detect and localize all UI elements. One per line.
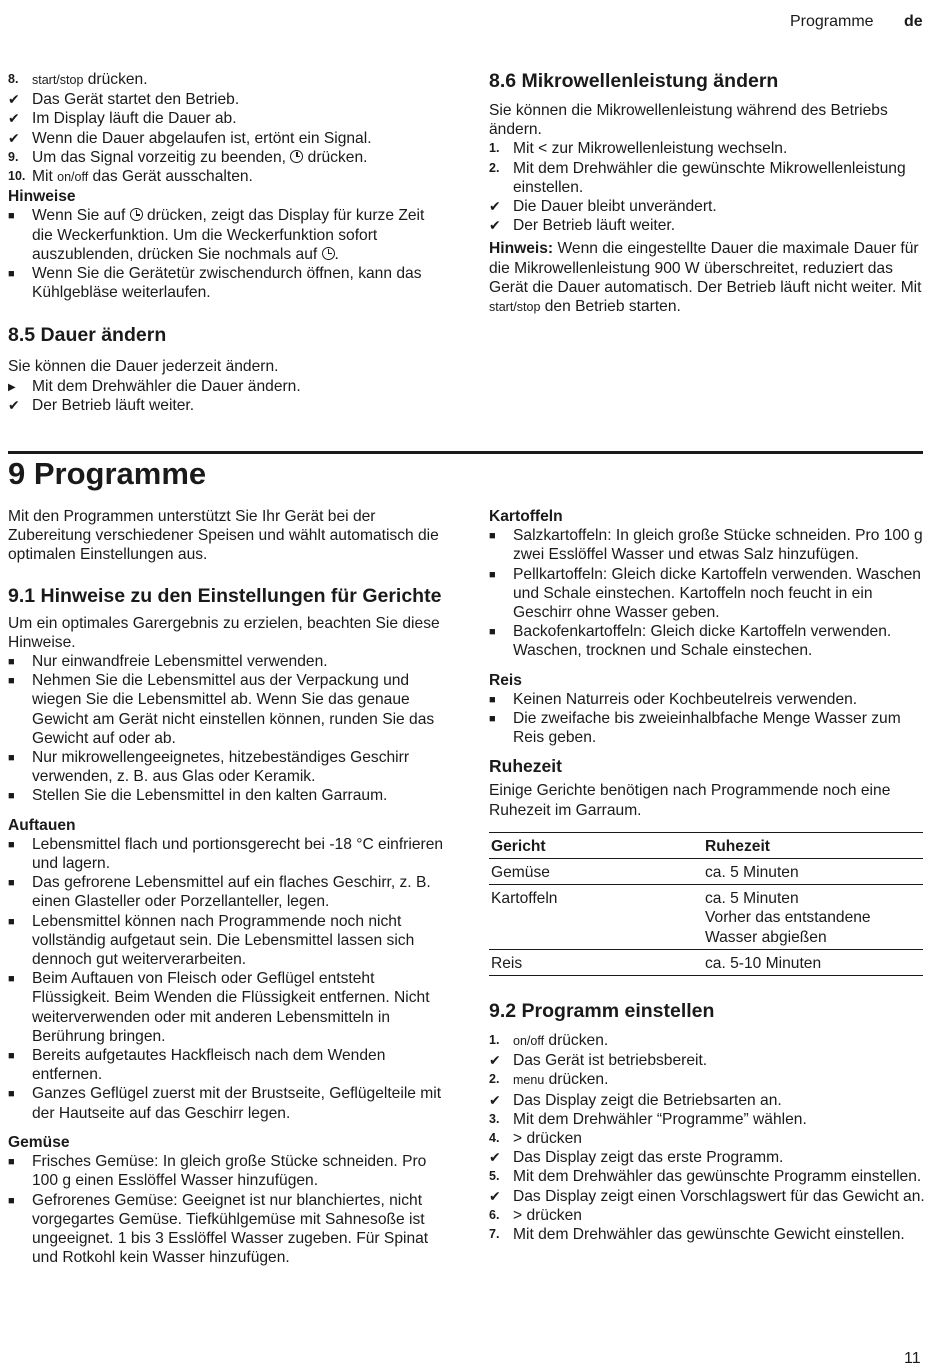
result-text: Das Gerät startet den Betrieb. (32, 91, 240, 109)
check-icon: ✔ (489, 1052, 501, 1069)
start-stop-key: start/stop (32, 73, 84, 87)
step-number: 1. (489, 141, 500, 156)
bullet-square-icon: ■ (8, 1156, 15, 1169)
table-cell-gericht: Kartoffeln (489, 885, 703, 950)
step-text: drücken. (544, 1032, 609, 1050)
section-9-1-list (8, 652, 448, 806)
ruhezeit-table (489, 832, 923, 976)
check-icon: ✔ (489, 1149, 501, 1166)
list-item-text: Die zweifache bis zweieinhalbfache Menge Wasser zum Reis geben. (513, 710, 901, 747)
chevron-right-icon: > (513, 1206, 523, 1224)
list-item-text: Lebensmittel flach und portionsgerecht bei -18 °C einfrieren und lagern. (32, 835, 444, 873)
list-item-text: Lebensmittel können nach Programmende noch nicht vollständig aufgetaut sein. Die Lebensmittel lassen sich dennoch gut weiterverarbeiten. (32, 912, 415, 969)
step-number: 9. (8, 149, 19, 164)
list-item (8, 969, 448, 1046)
step-number: 7. (489, 1227, 500, 1242)
step-text: Mit dem Drehwähler das gewünschte Gewicht einstellen. (513, 1226, 905, 1244)
result-row (489, 216, 929, 235)
list-item-text: Das gefrorene Lebensmittel auf ein flaches Geschirr, z. B. einen Glasteller oder Porzellanteller, legen. (32, 874, 431, 911)
step-10 (8, 167, 448, 187)
list-item-text: Pellkartoffeln: Gleich dicke Kartoffeln verwenden. Waschen und Schale einstechen. Kartoffeln noch feucht in ein Geschirr ohne Wasser geben. (513, 565, 921, 622)
ruhezeit-intro: Einige Gerichte benötigen nach Programmende noch eine Ruhezeit im Garraum. (489, 782, 891, 819)
hinweis-text-end: . (334, 245, 339, 263)
step-text: drücken (522, 1130, 582, 1148)
gemuese-heading: Gemüse (8, 1133, 70, 1151)
table-cell-gericht: Reis (489, 949, 703, 975)
result-text: Der Betrieb läuft weiter. (32, 396, 195, 414)
bullet-square-icon: ■ (489, 626, 496, 639)
section-9-1-intro: Um ein optimales Garergebnis zu erzielen, beachten Sie diese Hinweise. (8, 614, 440, 651)
step-row (489, 1031, 929, 1051)
list-item-text: Bereits aufgetautes Hackfleisch nach dem Wenden entfernen. (32, 1047, 386, 1084)
section-8-5-title: 8.5 Dauer ändern (8, 324, 167, 347)
bullet-square-icon: ■ (8, 675, 15, 688)
hinweis-text-middle: drücken, zeigt das Display für kurze Zeit die Weckerfunktion. Um die Weckerfunktion sofort auszublenden, drücken Sie nochmals auf (32, 207, 425, 263)
section-9-1-title: 9.1 Hinweise zu den Einstellungen für Gerichte (8, 584, 442, 607)
reis-list (489, 690, 929, 748)
bullet-square-icon: ■ (8, 973, 15, 986)
chapter-intro: Mit den Programmen unterstützt Sie Ihr Gerät bei der Zubereitung verschiedener Speisen und wählt automatisch die optimalen Einstellungen aus. (8, 508, 439, 564)
bullet-square-icon: ■ (489, 530, 496, 543)
list-item-text: Nur mikrowellengeeignetes, hitzebeständiges Geschirr verwenden, z. B. aus Glas oder Keramik. (32, 749, 410, 786)
step-number: 8. (8, 72, 19, 86)
check-icon: ✔ (8, 91, 20, 108)
step-row (489, 1110, 929, 1129)
bullet-square-icon: ■ (8, 1088, 15, 1101)
step-text-start: Mit (513, 140, 539, 158)
hinweis-label: Hinweis: (489, 240, 554, 258)
list-item-text: Stellen Sie die Lebensmittel in den kalten Garraum. (32, 787, 388, 805)
list-item (489, 565, 929, 623)
bullet-square-icon: ■ (8, 268, 15, 281)
list-item-text: Ganzes Geflügel zuerst mit der Brustseite, Geflügelteile mit der Hautseite auf das Geschirr legen. (32, 1085, 442, 1122)
bullet-square-icon: ■ (8, 656, 15, 669)
step-text: Das Display zeigt einen Vorschlagswert für das Gewicht an. (513, 1187, 925, 1205)
list-item (489, 526, 929, 564)
list-item-text: Nur einwandfreie Lebensmittel verwenden. (32, 653, 328, 671)
table-row (489, 885, 923, 950)
hinweis-item (8, 206, 448, 264)
clock-icon (130, 208, 143, 221)
list-item-text: Salzkartoffeln: In gleich große Stücke schneiden. Pro 100 g zwei Esslöffel Wasser und etwas Salz hinzufügen. (513, 527, 923, 564)
table-cell-ruhezeit: ca. 5 Minuten Vorher das entstandene Wasser abgießen (703, 885, 923, 950)
list-item (8, 1191, 448, 1268)
list-item (8, 786, 448, 805)
on-off-key: on/off (57, 170, 89, 185)
result-row (8, 129, 448, 148)
result-text: Wenn die Dauer abgelaufen ist, ertönt ein Signal. (32, 129, 372, 147)
table-cell-ruhezeit: ca. 5 Minuten (703, 859, 923, 885)
list-item-text: Frisches Gemüse: In gleich große Stücke schneiden. Pro 100 g einen Esslöffel Wasser hinzufügen. (32, 1153, 427, 1190)
result-row (489, 1148, 929, 1167)
list-item (8, 1046, 448, 1084)
section-9-2-title: 9.2 Programm einstellen (489, 1000, 715, 1023)
start-stop-key: start/stop (489, 300, 541, 315)
section-8-6-title: 8.6 Mikrowellenleistung ändern (489, 70, 779, 92)
step-number: 5. (489, 1169, 500, 1184)
table-cell-gericht: Gemüse (489, 859, 703, 885)
step-2 (489, 159, 929, 197)
chevron-left-icon: < (538, 140, 548, 158)
list-item (8, 671, 448, 748)
check-icon: ✔ (8, 396, 20, 413)
list-item-text: Gefrorenes Gemüse: Geeignet ist nur blanchiertes, nicht vorgegartes Gemüse. Tiefkühlgemüse mit Sahnesoße ist ungeeignet. 1 bis 3 Esslöffel Wasser zugeben. Für Spinat und Rotkohl kein Wasser hinzufügen. (32, 1191, 429, 1267)
step-row (489, 1206, 929, 1225)
kartoffeln-heading: Kartoffeln (489, 508, 563, 525)
step-9 (8, 148, 448, 167)
step-1 (489, 139, 929, 158)
result-text: Im Display läuft die Dauer ab. (32, 110, 237, 128)
result-row (489, 1051, 929, 1070)
key-label: on/off (513, 1034, 545, 1049)
key-label: menu (513, 1073, 545, 1088)
ruhezeit-heading: Ruhezeit (489, 756, 562, 777)
bullet-square-icon: ■ (8, 790, 15, 803)
clock-icon (290, 150, 303, 163)
list-item (8, 873, 448, 911)
list-item (8, 912, 448, 970)
bullet-square-icon: ■ (8, 752, 15, 765)
step-text: Mit dem Drehwähler die gewünschte Mikrowellenleistung einstellen. (513, 159, 906, 196)
hinweis-item (8, 264, 448, 302)
check-icon: ✔ (8, 110, 20, 127)
step-number: 3. (489, 1111, 500, 1126)
gemuese-list (8, 1152, 448, 1267)
running-header-language: de (904, 13, 923, 30)
check-icon: ✔ (489, 1187, 501, 1204)
step-row (489, 1129, 929, 1148)
hinweis-text-end: den Betrieb starten. (540, 298, 681, 316)
result-row (489, 197, 929, 216)
bullet-square-icon: ■ (489, 713, 496, 726)
list-item (8, 748, 448, 786)
left-column (8, 507, 448, 1267)
step-text: Das Gerät ist betriebsbereit. (513, 1052, 708, 1070)
bullet-square-icon: ■ (8, 1050, 15, 1063)
top-right-column (489, 70, 929, 317)
list-item (489, 690, 929, 709)
step-row (489, 1225, 929, 1244)
check-icon: ✔ (489, 1091, 501, 1108)
bullet-square-icon: ■ (8, 838, 15, 851)
table-header-row (489, 832, 923, 858)
bullet-square-icon: ■ (8, 915, 15, 928)
step-text: drücken (522, 1206, 582, 1224)
step-text: Mit dem Drehwähler das gewünschte Programm einstellen. (513, 1168, 922, 1186)
bullet-square-icon: ■ (8, 1194, 15, 1207)
step-text-end: drücken. (303, 148, 368, 166)
chapter-title: 9 Programme (8, 456, 207, 491)
hinweise-heading: Hinweise (8, 188, 76, 206)
bullet-square-icon: ■ (489, 568, 496, 581)
step-row (489, 1167, 929, 1186)
hinweis-text: Wenn die eingestellte Dauer die maximale Dauer für die Mikrowellenleistung 900 W überschreitet, reduziert das Gerät die Dauer automatisch. Der Betrieb läuft nicht weiter. Mit (489, 240, 922, 296)
table-row (489, 949, 923, 975)
hinweis-text: Wenn Sie die Gerätetür zwischendurch öffnen, kann das Kühlgebläse weiterlaufen. (32, 265, 422, 302)
bullet-square-icon: ■ (8, 210, 15, 223)
step-number: 2. (489, 160, 500, 175)
bullet-square-icon: ■ (489, 693, 496, 706)
result-row (489, 1187, 929, 1206)
step-text: zur Mikrowellenleistung wechseln. (547, 140, 788, 158)
step-row (489, 1070, 929, 1090)
list-item (8, 835, 448, 873)
page-number: 11 (904, 1350, 921, 1367)
hinweis-paragraph (489, 239, 929, 317)
step-text: drücken. (83, 71, 148, 88)
list-item (8, 1084, 448, 1122)
step-text: Um das Signal vorzeitig zu beenden, (32, 148, 291, 166)
step-text: Mit dem Drehwähler “Programme” wählen. (513, 1110, 807, 1128)
result-row (8, 109, 448, 128)
bullet-square-icon: ■ (8, 877, 15, 890)
auftauen-list (8, 835, 448, 1123)
list-item-text: Nehmen Sie die Lebensmittel aus der Verpackung und wiegen Sie die Lebensmittel ab. Wenn Sie das genaue Gewicht am Gerät nicht einstellen können, runden Sie das Gewicht auf oder ab. (32, 672, 435, 747)
check-icon: ✔ (489, 217, 501, 234)
result-row (8, 396, 448, 415)
list-item (8, 1152, 448, 1190)
list-item (489, 622, 929, 660)
list-item (8, 652, 448, 671)
table-row (489, 859, 923, 885)
table-cell-ruhezeit: ca. 5-10 Minuten (703, 949, 923, 975)
result-row (489, 1091, 929, 1110)
result-text: Der Betrieb läuft weiter. (513, 217, 676, 235)
step-text: das Gerät ausschalten. (88, 168, 253, 186)
result-row (8, 90, 448, 109)
step-text: drücken. (544, 1071, 609, 1089)
check-icon: ✔ (489, 198, 501, 215)
result-text: Die Dauer bleibt unverändert. (513, 198, 717, 216)
section-8-6-intro: Sie können die Mikrowellenleistung während des Betriebs ändern. (489, 102, 888, 139)
right-column (489, 507, 929, 1244)
section-9-2-steps (489, 1031, 929, 1244)
check-icon: ✔ (8, 129, 20, 146)
step-text: Das Display zeigt die Betriebsarten an. (513, 1091, 782, 1109)
top-left-column (8, 70, 448, 415)
section-8-5-intro: Sie können die Dauer jederzeit ändern. (8, 358, 279, 376)
step-number: 6. (489, 1207, 500, 1222)
step-text-start: Mit (32, 168, 58, 186)
list-item (489, 709, 929, 747)
clock-icon (322, 247, 335, 260)
list-item-text: Backofenkartoffeln: Gleich dicke Kartoffeln verwenden. Waschen, trocknen und Schale einstechen. (513, 623, 892, 660)
step-number: 4. (489, 1131, 500, 1146)
step-text: Das Display zeigt das erste Programm. (513, 1149, 784, 1167)
chapter-divider (8, 451, 923, 454)
step-number: 10. (8, 169, 26, 184)
list-item-text: Beim Auftauen von Fleisch oder Geflügel entsteht Flüssigkeit. Beim Wenden die Flüssigkeit entfernen. Nicht weiterverwenden oder mit anderen Lebensmitteln in Berührung bringen. (32, 970, 430, 1045)
action-row (8, 377, 448, 396)
list-item-text: Keinen Naturreis oder Kochbeutelreis verwenden. (513, 690, 858, 708)
chevron-right-icon: > (513, 1130, 523, 1148)
auftauen-heading: Auftauen (8, 816, 76, 834)
step-number: 1. (489, 1033, 500, 1048)
table-header-gericht: Gericht (489, 832, 703, 858)
action-triangle-icon: ▶ (8, 381, 16, 393)
step-8 (8, 70, 448, 90)
action-text: Mit dem Drehwähler die Dauer ändern. (32, 377, 301, 395)
hinweis-text: Wenn Sie auf (32, 207, 130, 225)
reis-heading: Reis (489, 671, 522, 689)
kartoffeln-list (489, 526, 929, 660)
table-header-ruhezeit: Ruhezeit (703, 832, 923, 858)
running-header-section: Programme (790, 13, 874, 30)
step-number: 2. (489, 1072, 500, 1087)
